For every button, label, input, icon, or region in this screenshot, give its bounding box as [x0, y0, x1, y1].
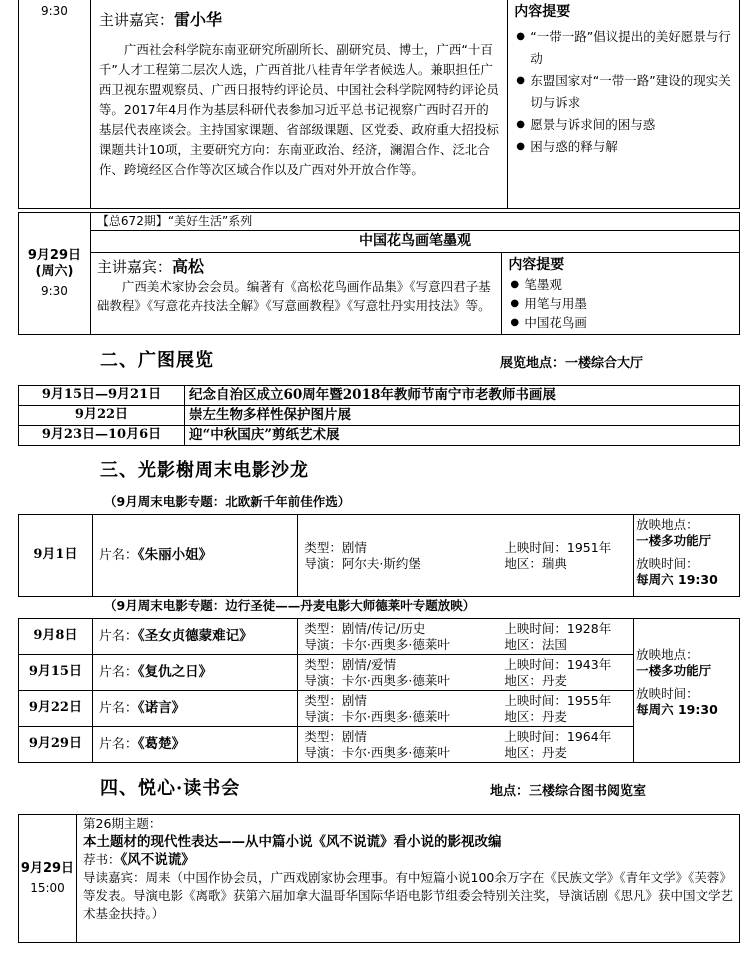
lecture-2-outline-title: 内容提要 [508, 257, 565, 273]
film-label: 片名： [98, 664, 138, 680]
lecture-2-speaker-name: 高松 [171, 257, 204, 276]
film-info-cell [298, 619, 634, 655]
lecture-2-title: 中国花鸟画笔墨观 [358, 232, 471, 249]
film-director-label: 导演： [304, 636, 342, 652]
film-year: 1943年 [566, 656, 612, 672]
table-row [19, 655, 740, 691]
film-label: 片名： [98, 700, 138, 716]
film-title: 《复仇之日》 [137, 663, 213, 680]
reading-guide-label: 导读嘉宾： [83, 870, 146, 885]
film-date: 9月22日 [19, 691, 93, 727]
film-region: 法国 [541, 636, 567, 652]
section-4-title: 四、悦心·读书会 [100, 778, 241, 799]
lecture-2-outline-cell [502, 253, 740, 335]
lecture-2-date-cell [19, 213, 91, 335]
reading-time: 15:00 [30, 881, 65, 896]
table-row [19, 619, 740, 655]
film-title-cell [92, 691, 298, 727]
film-date: 9月29日 [19, 727, 93, 763]
film-table-2 [18, 618, 740, 763]
film-venue-cell [634, 515, 740, 597]
lecture-2-time: 9:30 [40, 284, 68, 299]
list-item: ● 中国花鸟画 [508, 313, 733, 332]
lecture-2-table [18, 212, 740, 335]
exhibition-date: 9月22日 [19, 406, 185, 426]
film-genre: 剧情 [341, 539, 367, 555]
film-info-cell [298, 691, 634, 727]
list-item: ● 笔墨观 [508, 275, 733, 294]
film-date: 9月1日 [19, 515, 93, 597]
film-year: 1955年 [566, 692, 612, 708]
section-4-location: 地点：三楼综合图书阅览室 [490, 784, 647, 799]
film-genre: 剧情/爱情 [341, 656, 397, 672]
film-year-label: 上映时间： [504, 728, 567, 744]
reading-date-cell [19, 815, 77, 943]
list-item: ● 东盟国家对“一带一路”建设的现实关切与诉求 [514, 70, 733, 114]
list-item: ● 愿景与诉求间的困与惑 [514, 114, 733, 136]
film-year-label: 上映时间： [504, 620, 567, 636]
reading-content-cell [77, 815, 740, 943]
film-info-cell [298, 515, 634, 597]
film-type-label: 类型： [304, 728, 342, 744]
lecture-2-speaker-cell [90, 253, 501, 335]
film-title: 《葛楚》 [137, 735, 186, 752]
table-row [19, 727, 740, 763]
film-director: 卡尔·西奥多·德莱叶 [341, 744, 450, 760]
lecture-2-title-cell [90, 231, 739, 253]
lecture-1-outline-title: 内容提要 [514, 4, 571, 20]
film-director: 卡尔·西奥多·德莱叶 [341, 636, 450, 652]
reading-book-label: 荐书： [83, 852, 121, 867]
film-title: 《朱丽小姐》 [137, 546, 213, 563]
lecture-2-series: 【总672期】“美好生活”系列 [96, 214, 253, 228]
film-title-cell [92, 619, 298, 655]
exhibition-name: 迎“中秋国庆”剪纸艺术展 [185, 426, 740, 446]
film-date: 9月8日 [19, 619, 93, 655]
film-director-label: 导演： [304, 555, 342, 571]
film-title-cell [92, 515, 298, 597]
film-year: 1951年 [566, 539, 612, 555]
table-row [19, 406, 740, 426]
exhibition-table [18, 385, 740, 446]
film-director-label: 导演： [304, 708, 342, 724]
venue: 一楼多功能厅 [636, 532, 712, 548]
film-title-cell [92, 727, 298, 763]
lecture-1-outline-cell [508, 0, 740, 208]
table-row [19, 815, 740, 943]
showtime: 每周六 19:30 [636, 571, 718, 587]
film-type-label: 类型： [304, 692, 342, 708]
list-item: ● 用笔与用墨 [508, 294, 733, 313]
film-director-label: 导演： [304, 744, 342, 760]
showtime-label: 放映时间： [636, 686, 699, 702]
film-region: 丹麦 [541, 744, 567, 760]
reading-guide: 周耒（中国作协会员，广西戏剧家协会理事。有中短篇小说100余万字在《民族文学》《青年文学》《芙蓉》等发表。导演电影《离歌》获第六届加拿大温哥华国际华语电影节组委会特别关注奖，导演话剧《思凡》获中国文学艺术基金扶持。） [83, 870, 734, 921]
film-topic-2: （9月周末电影专题：边行圣徒——丹麦电影大师德莱叶专题放映） [104, 598, 476, 613]
table-row [19, 386, 740, 406]
table-row [19, 691, 740, 727]
film-region-label: 地区： [504, 708, 542, 724]
lecture-1-speaker-name: 雷小华 [173, 10, 222, 29]
film-label: 片名： [98, 547, 138, 563]
list-item: ● 困与惑的释与解 [514, 136, 733, 158]
film-label: 片名： [98, 628, 138, 644]
film-title-cell [92, 655, 298, 691]
lecture-2-date: 9月29日 [27, 247, 82, 263]
lecture-2-weekday: (周六) [35, 264, 74, 279]
film-year-label: 上映时间： [504, 539, 567, 555]
film-director: 卡尔·西奥多·德莱叶 [341, 708, 450, 724]
lecture-1-speaker-cell [90, 0, 507, 208]
lecture-1-bio: 广西社会科学院东南亚研究所副所长、副研究员、博士，广西“十百千”人才工程第二层次人选，广西首批八桂青年学者候选人。兼职担任广西卫视东盟观察员、广西日报特约评论员、中国社会科学院网特约评论员等。2017年4月作为基层科研代表参加习近平总书记视察广西时召开的基层代表座谈会。主持国家课题、省部级课题、区党委、政府重大招投标课题共计10项，主要研究方向：东南亚政治、经济，澜湄合作、泛北合作、跨境经区合作等次区域合作以及广西对外开放合作等。 [98, 42, 499, 178]
film-region: 瑞典 [541, 555, 567, 571]
film-director-label: 导演： [304, 672, 342, 688]
film-type-label: 类型： [304, 656, 342, 672]
film-type-label: 类型： [304, 620, 342, 636]
section-2-title: 二、广图展览 [100, 350, 214, 371]
lecture-2-speaker-label: 主讲嘉宾： [96, 258, 172, 276]
film-title: 《圣女贞德蒙难记》 [137, 627, 253, 644]
film-table-1 [18, 514, 740, 597]
film-info-cell [298, 727, 634, 763]
film-topic-1: （9月周末电影专题：北欧新千年前佳作选） [104, 494, 351, 509]
lecture-1-speaker-label: 主讲嘉宾： [98, 11, 174, 29]
lecture-1-time-cell [19, 0, 91, 208]
film-genre: 剧情/传记/历史 [341, 620, 426, 636]
film-year: 1964年 [566, 728, 612, 744]
reading-book: 《风不说谎》 [120, 852, 195, 868]
section-2-location: 展览地点：一楼综合大厅 [500, 356, 644, 371]
film-genre: 剧情 [341, 692, 367, 708]
film-year-label: 上映时间： [504, 692, 567, 708]
film-region-label: 地区： [504, 672, 542, 688]
lecture-2-series-cell [90, 213, 739, 231]
exhibition-date: 9月15日—9月21日 [19, 386, 185, 406]
reading-issue: 第26期主题： [83, 816, 162, 831]
reading-date: 9月29日 [20, 860, 75, 876]
film-region-label: 地区： [504, 744, 542, 760]
film-year: 1928年 [566, 620, 612, 636]
venue-label: 放映地点： [636, 517, 699, 532]
film-year-label: 上映时间： [504, 656, 567, 672]
lecture-2-bio: 广西美术家协会会员。编著有《高松花鸟画作品集》《写意四君子基础教程》《写意花卉技法全解》《写意画教程》《写意牡丹实用技法》等。 [96, 279, 491, 314]
lecture-1-outline-list [514, 26, 733, 158]
film-date: 9月15日 [19, 655, 93, 691]
exhibition-name: 崇左生物多样性保护图片展 [185, 406, 740, 426]
table-row [19, 426, 740, 446]
showtime-label: 放映时间： [636, 556, 699, 572]
section-3-title: 三、光影榭周末电影沙龙 [100, 460, 309, 481]
film-director: 卡尔·西奥多·德莱叶 [341, 672, 450, 688]
venue: 一楼多功能厅 [636, 662, 712, 678]
film-region-label: 地区： [504, 555, 542, 571]
film-info-cell [298, 655, 634, 691]
film-label: 片名： [98, 736, 138, 752]
film-region-label: 地区： [504, 636, 542, 652]
film-type-label: 类型： [304, 539, 342, 555]
film-title: 《诺言》 [137, 699, 186, 716]
lecture-2-outline-list [508, 275, 733, 332]
film-region: 丹麦 [541, 672, 567, 688]
exhibition-date: 9月23日—10月6日 [19, 426, 185, 446]
film-genre: 剧情 [341, 728, 367, 744]
reading-theme: 本土题材的现代性表达——从中篇小说《风不说谎》看小说的影视改编 [83, 834, 502, 850]
venue-label: 放映地点： [636, 647, 699, 662]
film-director: 阿尔夫·斯约堡 [341, 555, 421, 571]
exhibition-name: 纪念自治区成立60周年暨2018年教师节南宁市老教师书画展 [185, 386, 740, 406]
lecture-1-time: 9:30 [40, 4, 68, 18]
table-row [19, 515, 740, 597]
film-venue-cell [634, 619, 740, 763]
reading-club-table [18, 814, 740, 943]
film-region: 丹麦 [541, 708, 567, 724]
list-item: ● “一带一路”倡议提出的美好愿景与行动 [514, 26, 733, 70]
showtime: 每周六 19:30 [636, 701, 718, 717]
lecture-1-table [18, 0, 740, 209]
